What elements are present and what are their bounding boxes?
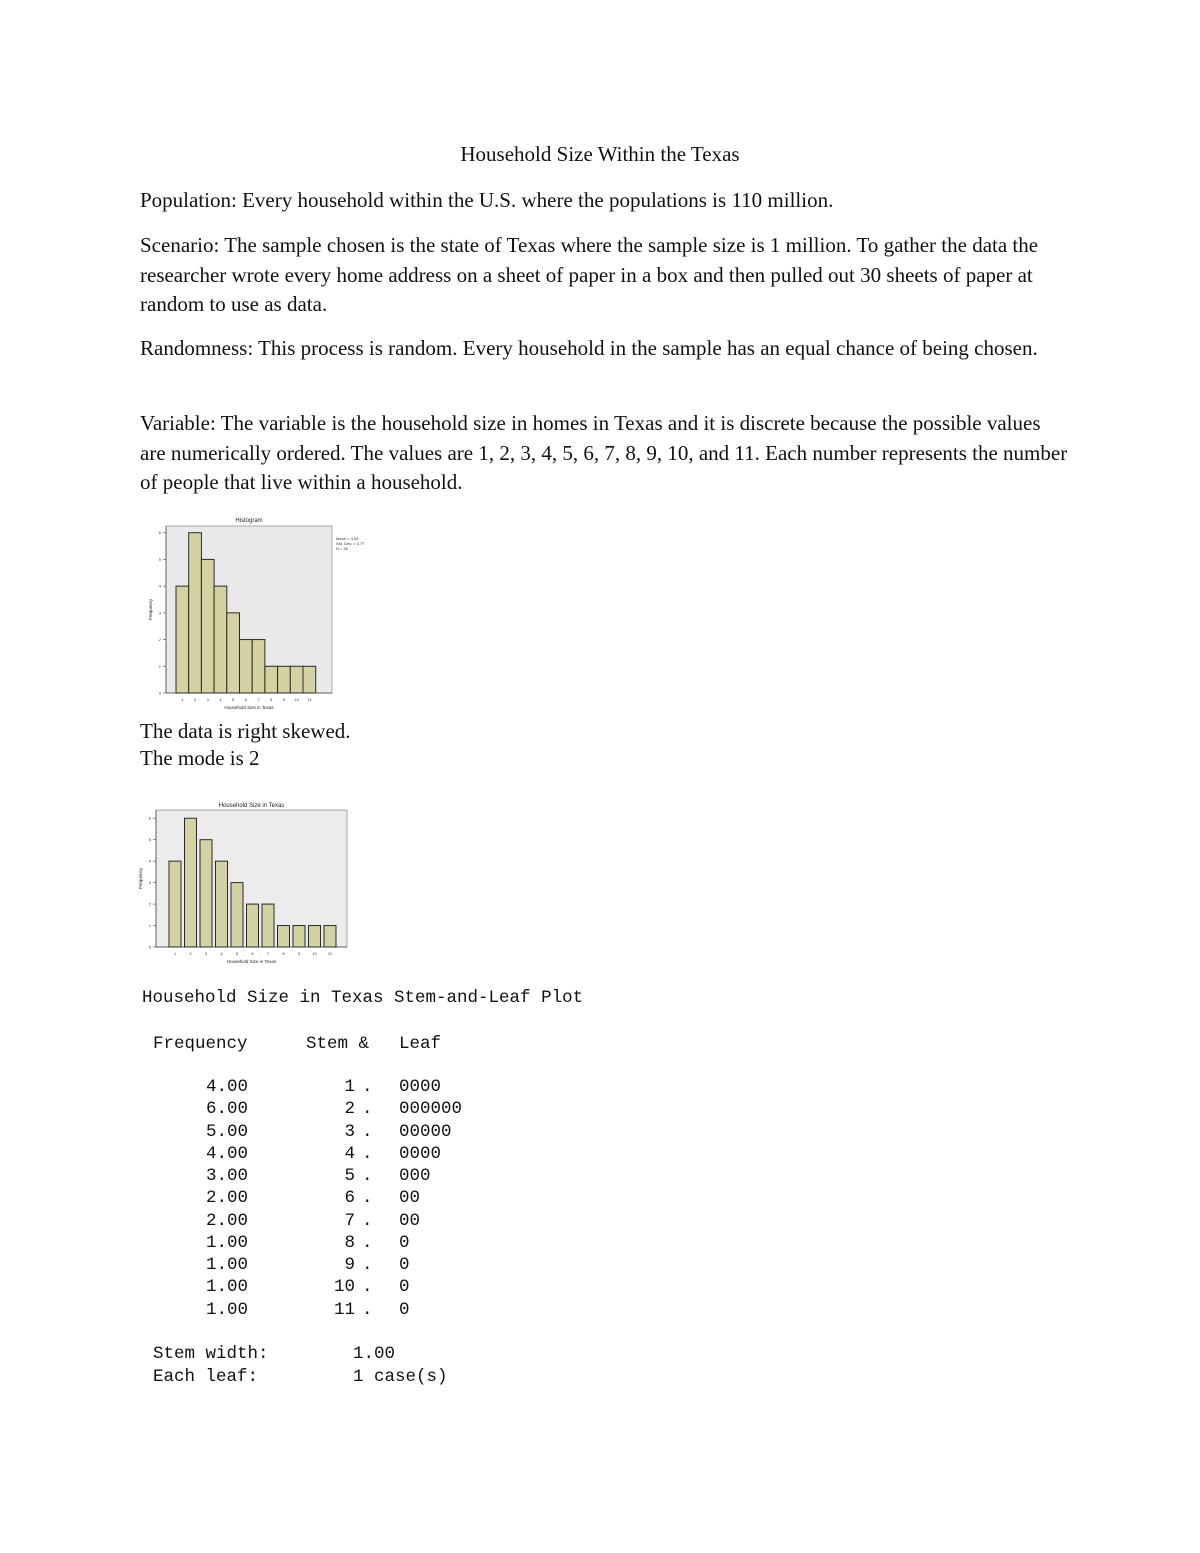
bar xyxy=(185,818,197,947)
row-frequency: 2.00 xyxy=(205,1211,248,1231)
row-leaf: 00000 xyxy=(399,1122,452,1142)
x-axis-label: Household Size in Texas xyxy=(224,705,274,710)
stem-leaf-row xyxy=(0,1099,600,1121)
y-tick-label: 0 xyxy=(148,944,151,950)
y-tick-label: 4 xyxy=(148,858,151,864)
bar xyxy=(240,640,253,693)
stem-leaf-header-frequency: Frequency xyxy=(153,1034,248,1054)
y-tick-label: 6 xyxy=(158,530,161,536)
x-tick-label: 1 xyxy=(173,951,177,956)
y-axis-label: Frequency xyxy=(148,598,153,621)
y-tick-label: 1 xyxy=(148,923,151,929)
y-tick-label: 4 xyxy=(158,583,161,589)
y-tick-label: 3 xyxy=(148,880,151,886)
row-stem: 4 xyxy=(344,1144,355,1164)
each-leaf-value: 1 case(s) xyxy=(353,1367,448,1387)
row-separator: . xyxy=(362,1277,373,1297)
mode-note: The mode is 2 xyxy=(140,746,260,770)
bar-chart xyxy=(140,797,355,967)
bar xyxy=(265,666,278,693)
row-separator: . xyxy=(362,1211,373,1231)
legend-entry: Std. Dev. = 2.77 xyxy=(336,541,365,546)
x-tick-label: 3 xyxy=(206,697,209,702)
bar-chart-svg xyxy=(140,797,355,967)
population-text: Every household within the U.S. where the populations is 110 million. xyxy=(242,188,834,212)
x-tick-label: 11 xyxy=(307,697,312,702)
row-stem: 3 xyxy=(344,1122,355,1142)
stem-leaf-row xyxy=(0,1277,600,1299)
bar xyxy=(231,883,243,947)
row-leaf: 0 xyxy=(399,1300,410,1320)
stem-leaf-row xyxy=(0,1144,600,1166)
bar xyxy=(216,861,228,947)
row-frequency: 1.00 xyxy=(205,1277,248,1297)
row-frequency: 4.00 xyxy=(205,1144,248,1164)
bar xyxy=(278,926,290,947)
row-frequency: 2.00 xyxy=(205,1188,248,1208)
x-tick-label: 8 xyxy=(270,697,273,702)
x-tick-label: 3 xyxy=(204,951,208,956)
stem-leaf-header-stem: Stem & xyxy=(306,1034,370,1054)
skew-note: The data is right skewed. xyxy=(140,719,351,743)
x-tick-label: 6 xyxy=(251,951,254,956)
row-frequency: 1.00 xyxy=(205,1255,248,1275)
row-stem: 5 xyxy=(344,1166,355,1186)
row-leaf: 0000 xyxy=(399,1077,442,1097)
row-stem: 10 xyxy=(333,1277,355,1297)
scenario-paragraph xyxy=(140,231,1070,320)
each-leaf-label: Each leaf: xyxy=(153,1367,259,1387)
stem-leaf-row xyxy=(0,1166,600,1188)
row-leaf: 00 xyxy=(399,1211,421,1231)
legend-entry: Mean = 4.03 xyxy=(336,536,359,541)
bar xyxy=(290,666,303,693)
row-stem: 8 xyxy=(344,1233,355,1253)
x-tick-label: 8 xyxy=(282,951,285,956)
x-tick-label: 7 xyxy=(257,697,260,702)
row-stem: 7 xyxy=(344,1211,355,1231)
population-label: Population: xyxy=(140,188,237,212)
row-stem: 9 xyxy=(344,1255,355,1275)
legend-entry: N = 30 xyxy=(336,546,348,551)
bar xyxy=(262,904,274,947)
row-leaf: 00 xyxy=(399,1188,421,1208)
y-tick-label: 3 xyxy=(158,610,161,616)
x-tick-label: 4 xyxy=(220,951,223,956)
row-stem: 6 xyxy=(344,1188,355,1208)
y-tick-label: 5 xyxy=(148,837,151,843)
stem-width-value: 1.00 xyxy=(353,1344,396,1364)
histogram-chart xyxy=(140,512,395,717)
row-stem: 2 xyxy=(344,1099,355,1119)
row-leaf: 0 xyxy=(399,1233,410,1253)
bar xyxy=(201,559,214,693)
y-axis-label: Frequency xyxy=(138,867,143,890)
histogram-svg xyxy=(140,512,395,717)
row-leaf: 000000 xyxy=(399,1099,463,1119)
chart-title: Histogram xyxy=(235,518,263,524)
bar xyxy=(324,926,336,947)
page-title: Household Size Within the Texas xyxy=(460,142,740,166)
row-leaf: 0 xyxy=(399,1255,410,1275)
stem-leaf-row xyxy=(0,1188,600,1210)
scenario-text: The sample chosen is the state of Texas where the sample size is 1 million. To gather the data the researcher wrote every home address on a sheet of paper in a box and then pulled out 30 sheets of paper at random to use as data. xyxy=(140,233,1039,316)
population-paragraph xyxy=(140,186,1070,216)
x-tick-label: 1 xyxy=(181,697,184,702)
row-separator: . xyxy=(362,1099,373,1119)
stem-leaf-row xyxy=(0,1211,600,1233)
row-separator: . xyxy=(362,1255,373,1275)
x-tick-label: 9 xyxy=(282,697,286,702)
row-stem: 1 xyxy=(344,1077,355,1097)
y-tick-label: 6 xyxy=(148,815,151,821)
x-axis-label: Household Size in Texas xyxy=(226,959,277,964)
variable-text: The variable is the household size in homes in Texas and it is discrete because the possible values are numerically ordered. The values are 1, 2, 3, 4, 5, 6, 7, 8, 9, 10, and 11. Each number represents the number of people that live within a household. xyxy=(140,411,1068,494)
randomness-paragraph xyxy=(140,334,1070,364)
row-separator: . xyxy=(362,1077,373,1097)
x-tick-label: 2 xyxy=(189,951,192,956)
row-frequency: 5.00 xyxy=(205,1122,248,1142)
row-frequency: 4.00 xyxy=(205,1077,248,1097)
stem-leaf-row xyxy=(0,1255,600,1277)
y-tick-label: 5 xyxy=(158,556,161,562)
bar xyxy=(189,533,202,693)
row-leaf: 000 xyxy=(399,1166,431,1186)
x-tick-label: 4 xyxy=(219,697,222,702)
x-tick-label: 11 xyxy=(327,951,333,956)
row-leaf: 0000 xyxy=(399,1144,442,1164)
bar xyxy=(309,926,321,947)
x-tick-label: 7 xyxy=(266,951,270,956)
x-tick-label: 10 xyxy=(294,697,299,702)
x-tick-label: 10 xyxy=(312,951,317,956)
stem-leaf-row xyxy=(0,1233,600,1255)
row-separator: . xyxy=(362,1300,373,1320)
y-tick-label: 2 xyxy=(148,901,151,907)
bar xyxy=(278,666,291,693)
x-tick-label: 9 xyxy=(297,951,301,956)
y-tick-label: 2 xyxy=(158,637,161,643)
bar xyxy=(227,613,240,693)
stem-width-label: Stem width: xyxy=(153,1344,269,1364)
row-frequency: 3.00 xyxy=(205,1166,248,1186)
variable-paragraph xyxy=(140,409,1070,498)
row-separator: . xyxy=(362,1233,373,1253)
stem-leaf-row xyxy=(0,1300,600,1322)
chart-title: Household Size in Texas xyxy=(218,803,285,809)
bar xyxy=(303,666,316,693)
stem-leaf-row xyxy=(0,1122,600,1144)
row-frequency: 1.00 xyxy=(205,1300,248,1320)
bar xyxy=(247,904,259,947)
bar xyxy=(200,840,212,947)
row-frequency: 6.00 xyxy=(205,1099,248,1119)
stem-leaf-title: Household Size in Texas Stem-and-Leaf Plot xyxy=(142,988,584,1008)
row-frequency: 1.00 xyxy=(205,1233,248,1253)
row-leaf: 0 xyxy=(399,1277,410,1297)
y-tick-label: 0 xyxy=(158,690,161,696)
bar xyxy=(293,926,305,947)
y-tick-label: 1 xyxy=(158,663,161,669)
row-separator: . xyxy=(362,1166,373,1186)
variable-label: Variable: xyxy=(140,411,216,435)
bar xyxy=(214,586,227,693)
stem-leaf-row xyxy=(0,1077,600,1099)
randomness-text: This process is random. Every household in the sample has an equal chance of being chosen. xyxy=(258,336,1038,360)
x-tick-label: 2 xyxy=(193,697,197,702)
bar xyxy=(169,861,181,947)
randomness-label: Randomness: xyxy=(140,336,254,360)
x-tick-label: 5 xyxy=(232,697,235,702)
bar xyxy=(252,640,265,693)
row-separator: . xyxy=(362,1188,373,1208)
stem-leaf-header-leaf: Leaf xyxy=(399,1034,442,1054)
row-separator: . xyxy=(362,1144,373,1164)
scenario-label: Scenario: xyxy=(140,233,220,257)
row-stem: 11 xyxy=(333,1300,355,1320)
row-separator: . xyxy=(362,1122,373,1142)
x-tick-label: 6 xyxy=(244,697,247,702)
bar xyxy=(176,586,189,693)
x-tick-label: 5 xyxy=(235,951,239,956)
